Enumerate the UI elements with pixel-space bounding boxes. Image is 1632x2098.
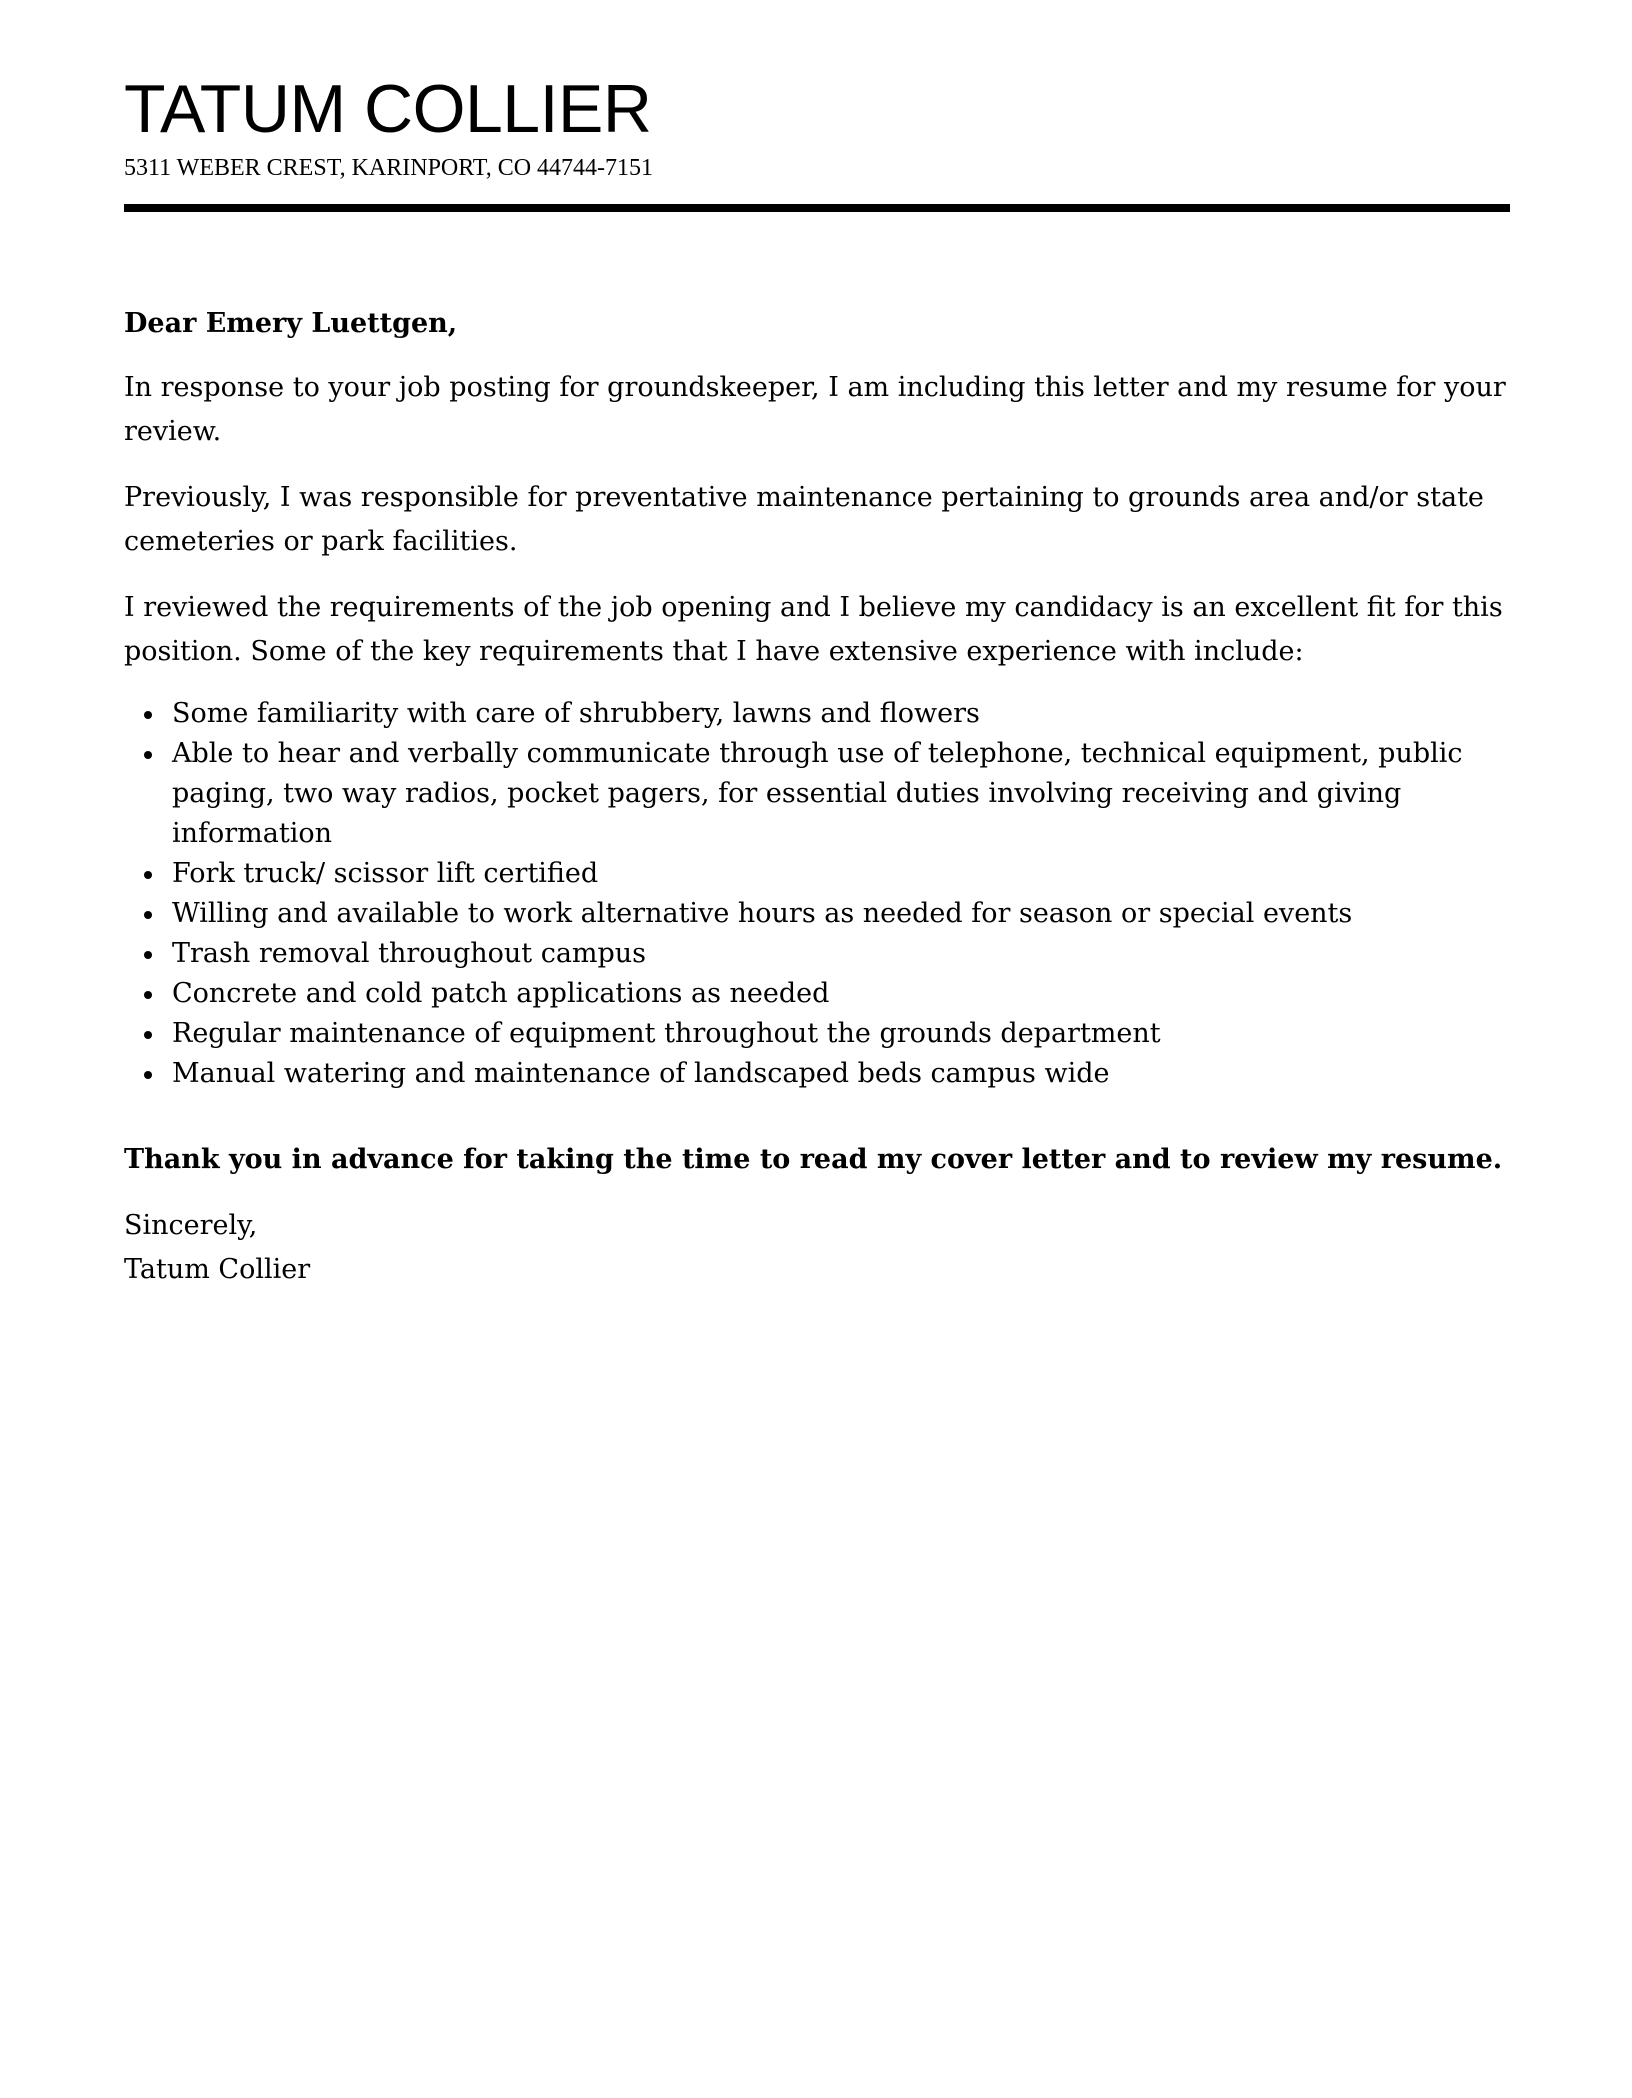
list-item — [172, 854, 1510, 894]
list-item — [172, 1054, 1510, 1094]
list-item-text: Concrete and cold patch applications as needed — [172, 978, 830, 1009]
bullet-icon — [144, 751, 152, 759]
header-divider — [124, 204, 1510, 212]
closing-paragraph: Thank you in advance for taking the time to read my cover letter and to review my resume. — [124, 1144, 1503, 1175]
list-item — [172, 934, 1510, 974]
list-item-text: Able to hear and verbally communicate through use of telephone, technical equipment, public paging, two way radios, pocket pagers, for essential duties involving receiving and giving information — [172, 738, 1463, 849]
list-item-text: Regular maintenance of equipment throughout the grounds department — [172, 1018, 1161, 1049]
valediction: Sincerely, — [124, 1210, 258, 1241]
list-item — [172, 974, 1510, 1014]
experience-paragraph: Previously, I was responsible for preventative maintenance pertaining to grounds area and/or state cemeteries or park facilities. — [124, 482, 1484, 557]
list-item-text: Fork truck/ scissor lift certified — [172, 858, 599, 889]
bullet-icon — [144, 951, 152, 959]
bullet-icon — [144, 1031, 152, 1039]
applicant-address: 5311 WEBER CREST, KARINPORT, CO 44744-7151 — [124, 155, 654, 181]
letter-body — [124, 302, 1510, 1292]
bullet-icon — [144, 871, 152, 879]
bullet-icon — [144, 1071, 152, 1079]
signature-name: Tatum Collier — [124, 1254, 311, 1285]
list-item-text: Manual watering and maintenance of landscaped beds campus wide — [172, 1058, 1110, 1089]
greeting: Dear Emery Luettgen, — [124, 308, 458, 339]
list-item — [172, 894, 1510, 934]
letter-header — [124, 72, 1510, 212]
list-item — [172, 1014, 1510, 1054]
bullet-icon — [144, 711, 152, 719]
bullet-icon — [144, 911, 152, 919]
cover-letter-page — [124, 72, 1510, 1292]
list-item-text: Trash removal throughout campus — [172, 938, 647, 969]
intro-paragraph: In response to your job posting for groundskeeper, I am including this letter and my resume for your review. — [124, 372, 1506, 447]
requirements-list — [124, 694, 1510, 1094]
list-item — [172, 694, 1510, 734]
applicant-name: TATUM COLLIER — [124, 71, 652, 147]
sign-off — [124, 1204, 1510, 1292]
requirements-intro-paragraph: I reviewed the requirements of the job opening and I believe my candidacy is an excellent fit for this position. Some of the key requirements that I have extensive experience with include: — [124, 592, 1503, 667]
list-item — [172, 734, 1510, 854]
bullet-icon — [144, 991, 152, 999]
list-item-text: Willing and available to work alternative hours as needed for season or special events — [172, 898, 1353, 929]
list-item-text: Some familiarity with care of shrubbery, lawns and flowers — [172, 698, 980, 729]
